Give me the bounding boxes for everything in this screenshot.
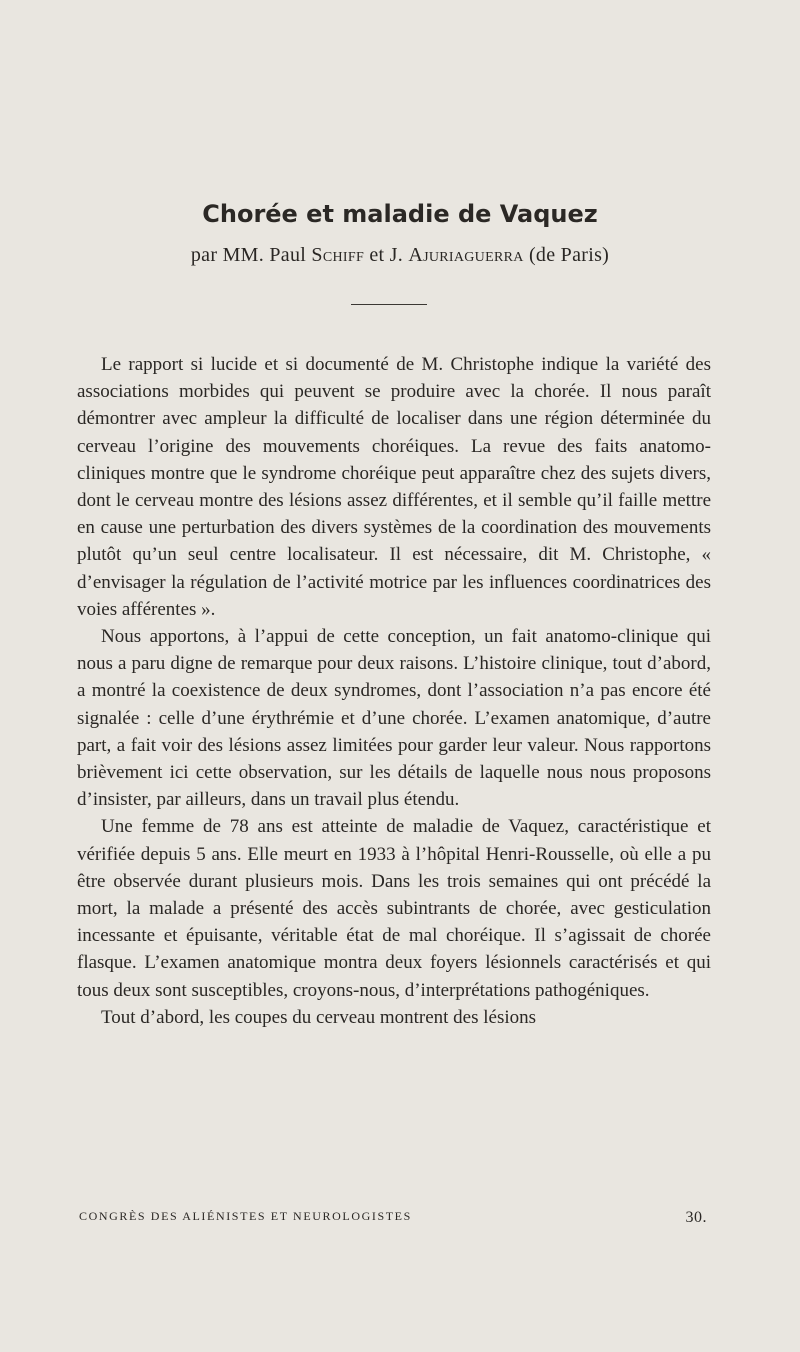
paragraph-4: Tout d’abord, les coupes du cerveau montrent des lésions: [101, 1006, 537, 1028]
paragraph-1: Le rapport si lucide et si documenté de M. Christophe indique la variété des associations morbides qui peuvent se produire avec la chorée. Il nous paraît démontrer avec ampleur la difficulté de localiser dans une région déterminée du cerveau l’origine des mouvements choréiques. La revue des faits anatomo-cliniques montre que le syndrome choréique peut apparaître chez des sujets divers, dont le cerveau montre des lésions assez différentes, et il semble qu’il faille mettre en cause une perturbation des divers systèmes de la coordination des mouvements plutôt qu’un seul centre localisateur. Il est nécessaire, dit M. Christophe, « d’envisager la régulation de l’activité motrice par les influences coordinatrices des voies afférentes ».: [77, 354, 711, 620]
byline-suffix: (de Paris): [523, 244, 610, 266]
author-ajuriaguerra: Ajuriaguerra: [408, 244, 524, 266]
byline-middle: et J.: [364, 244, 409, 266]
running-footer-title: CONGRÈS DES ALIÉNISTES ET NEUROLOGISTES: [79, 1209, 412, 1223]
author-schiff: Schiff: [311, 244, 365, 266]
byline: [0, 242, 800, 268]
article-body: [77, 351, 711, 1031]
article-title: Chorée et maladie de Vaquez: [202, 200, 598, 229]
title-divider: [351, 304, 427, 305]
paragraph-2: Nous apportons, à l’appui de cette conception, un fait anatomo-clinique qui nous a paru digne de remarque pour deux raisons. L’histoire clinique, tout d’abord, a montré la coexistence de deux syndromes, dont l’association n’a pas encore été signalée : celle d’une érythrémie et d’une chorée. L’examen anatomique, d’autre part, a fait voir des lésions assez limitées pour garder leur valeur. Nous rapportons brièvement ici cette observation, sur les détails de laquelle nous nous proposons d’insister, par ailleurs, dans un travail plus étendu.: [77, 626, 711, 811]
byline-prefix: par MM. Paul: [190, 244, 312, 266]
signature-number: 30.: [685, 1209, 707, 1226]
paragraph-3: Une femme de 78 ans est atteinte de maladie de Vaquez, caractéristique et vérifiée depuis 5 ans. Elle meurt en 1933 à l’hôpital Henri-Rousselle, où elle a pu être observée durant plusieurs mois. Dans les trois semaines qui ont précédé la mort, la malade a présenté des accès subintrants de chorée, avec gesticulation incessante et épuisante, véritable état de mal choréique. Il s’agissait de chorée flasque. L’examen anatomique montra deux foyers lésionnels caractérisés et qui tous deux sont susceptibles, croyons-nous, d’interprétations pathogéniques.: [77, 816, 711, 1001]
